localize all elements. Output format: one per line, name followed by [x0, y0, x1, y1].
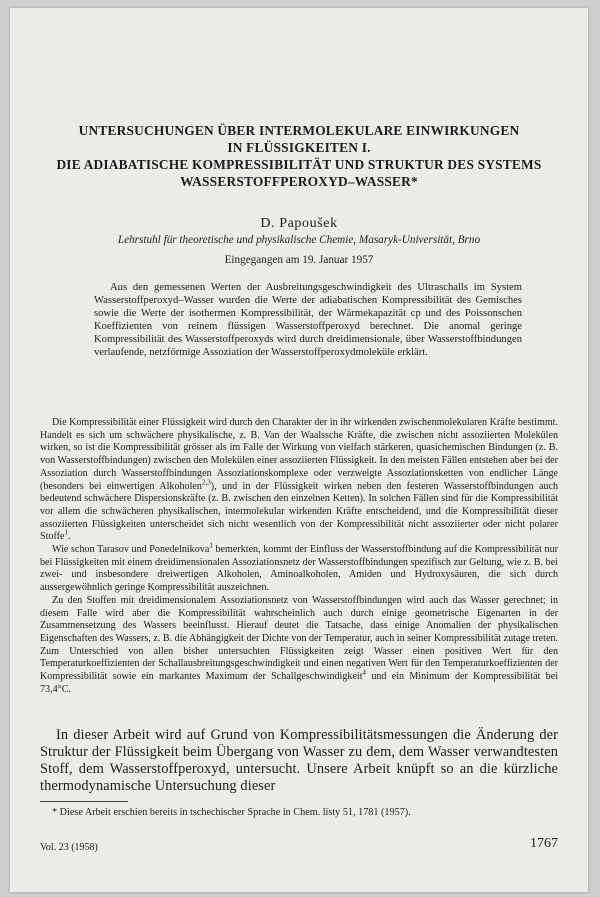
intro-paragraph: In dieser Arbeit wird auf Grund von Kompressibilitätsmessungen die Änderung der Struktur der Flüssigkeit beim Übergang von Wasser zu dem, dem Wasser verwandtesten Stoff, dem Wasserstoffperoxyd, untersucht. Unsere Arbeit knüpft so an die kürzliche thermodynamische Untersuchung dieser	[40, 727, 558, 794]
paragraph-3-part-b: und ein Minimum der Kompressibilität bei 73,4°C.	[40, 671, 558, 695]
citation-superscript: 4	[362, 668, 367, 677]
paragraph-1-part-c: .	[68, 531, 71, 543]
body-text	[40, 417, 558, 696]
journal-page	[10, 8, 588, 892]
citation-superscript: 1	[209, 541, 213, 550]
title-line-3: DIE ADIABATISCHE KOMPRESSIBILITÄT UND STRUKTUR DES SYSTEMS	[56, 157, 542, 172]
paragraph-3	[40, 595, 558, 697]
footnote: * Diese Arbeit erschien bereits in tschechischer Sprache in Chem. listy 51, 1781 (1957).	[52, 807, 411, 818]
volume-label: Vol. 23 (1958)	[40, 842, 98, 853]
title-line-2: IN FLÜSSIGKEITEN I.	[227, 140, 371, 155]
abstract: Aus den gemessenen Werten der Ausbreitungsgeschwindigkeit des Ultraschalls im System Wasserstoffperoxyd–Wasser wurden die Werte der adiabatischen Kompressibilität des Gemisches sowie die Werte der isothermen Kompressibilität, der Wärmekapazität cp und des Poissonschen Koeffizienten von reinem flüssigen Wasserstoffperoxyd berechnet. Die anomal geringe Kompressibilität des Wasserstoffperoxyds wird durch dreidimensionale, über Wasserstoffbindungen verlaufende, netzförmige Assoziation der Wasserstoffperoxydmoleküle erklärt.	[94, 282, 522, 358]
title-line-4-text: WASSERSTOFFPEROXYD–WASSER	[180, 174, 412, 189]
paragraph-1-part-a: Die Kompressibilität einer Flüssigkeit wird durch den Charakter der in ihr wirkenden zwischenmolekularen Kräfte bestimmt. Handelt es sich um schwächere physikalische, z. B. Van der Waalssche Kräfte, die zwischen nicht assoziierten Molekülen wirken, so ist die Kompressibilität grösser als im Falle der Wirkung von vielfach stärkeren, quasichemischen Bindungen (z. B. von Wasserstoffbindungen) zwischen den Molekülen einer assoziierten Flüssigkeit. In den meisten Fällen entstehen aber bei der Assoziation durch Wasserstoffbindungen Assoziationskomplexe oder verzweigte Assoziationsketten von endlicher Länge (besonders bei einwertigen Alkoholen	[40, 417, 558, 492]
footnote-divider	[40, 801, 128, 802]
title-footnote-mark: *	[411, 174, 418, 189]
paragraph-2-part-a: Wie schon Tarasov und Ponedelnikova	[52, 544, 210, 556]
paragraph-1	[40, 417, 558, 544]
citation-superscript: 1	[64, 528, 69, 537]
page-number: 1767	[530, 836, 558, 851]
article-title	[40, 122, 558, 190]
paragraph-1-part-b: ), und in der Flüssigkeit wirken neben den festeren Wasserstoffbindungen auch bedeutend schwächere Dispersionskräfte (z. B. zwischen den einzelnen Ketten). In solchen Fällen sind für die Kompressibilität vor allem die schwächeren physikalischen, intermolekular wirkenden Kräfte entscheidend, und die Kompressibilität dieser assoziierten Flüssigkeiten unterscheidet sich nicht wesentlich von der Kompressibilität nicht assoziierter oder nicht polarer Stoffe	[40, 480, 559, 543]
received-date: Eingegangen am 19. Januar 1957	[224, 254, 374, 266]
author-affiliation: Lehrstuhl für theoretische und physikalische Chemie, Masaryk-Universität, Brno	[117, 234, 481, 246]
title-line-1: UNTERSUCHUNGEN ÜBER INTERMOLEKULARE EINWIRKUNGEN	[78, 123, 520, 138]
paragraph-2-part-b: bemerkten, kommt der Einfluss der Wasserstoffbindung auf die Kompressibilität nur bei Flüssigkeiten mit einem dreidimensionalen Assoziationsnetz der Wasserstoffbindungen spezifisch zur Geltung, wie z. B. bei zwei- und insbesondere dreiwertigen Alkoholen, Aminoalkoholen, Amiden und Hydroxysäuren, die sich durch aussergewöhnlich geringe Kompressibilität auszeichnen.	[40, 544, 558, 594]
title-line-4	[40, 173, 558, 190]
paragraph-2	[40, 541, 558, 595]
citation-superscript: 2,3	[201, 478, 211, 487]
paragraph-3-part-a: Zu den Stoffen mit dreidimensionalem Assoziationsnetz von Wasserstoffbindungen wird auch das Wasser gerechnet; in diesem Falle wird aber die Kompressibilität wahrscheinlich auch durch einige geometrische Eigenarten in der Zusammensetzung des Wassers beeinflusst. Hierauf deutet die Tatsache, dass einige Anomalien der physikalischen Eigenschaften des Wassers, z. B. die Abhängigkeit der Dichte von der Temperatur, auch in seiner Kompressibilität zutage treten. Zum Unterschied von allen bisher untersuchten Flüssigkeiten zeigt Wasser einen positiven Wert für den Temperaturkoeffizienten der Schallausbreitungsgeschwindigkeit und einen negativen Wert für den Temperaturkoeffizienten der Kompressibilität sowie ein markantes Maximum der Schallgeschwindigkeit	[40, 594, 558, 683]
author-name: D. Papoušek	[260, 216, 338, 231]
